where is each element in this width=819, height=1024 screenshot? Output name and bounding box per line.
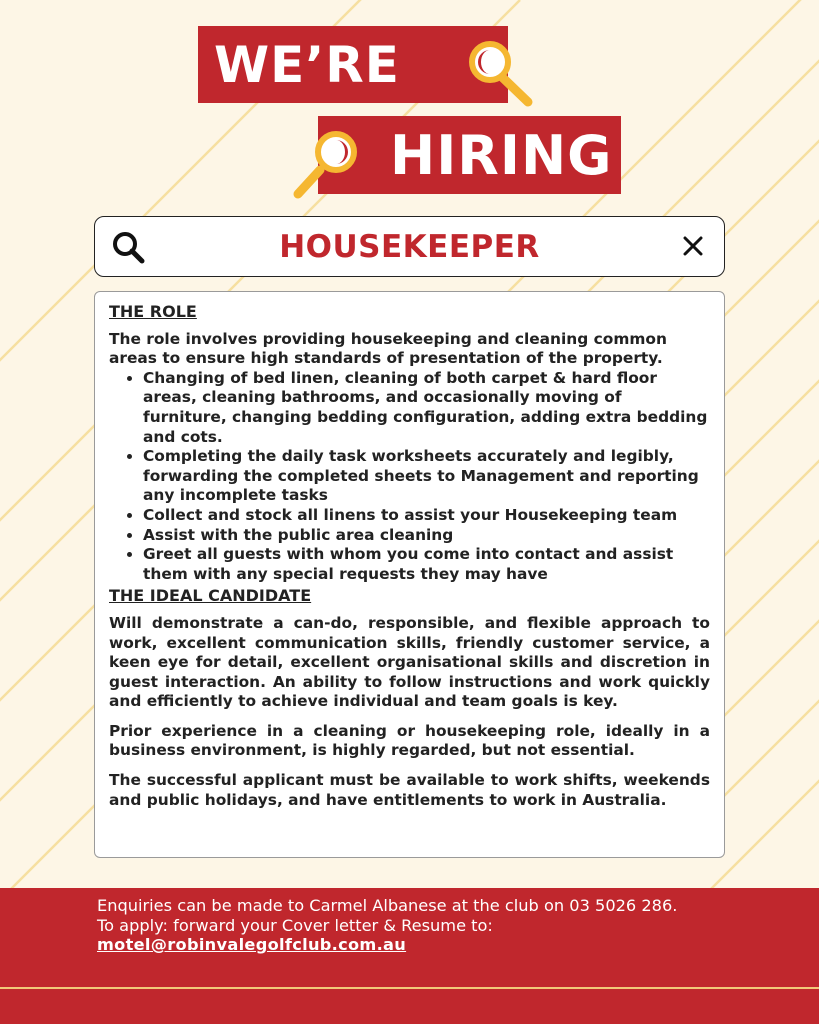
footer-divider (0, 987, 819, 989)
role-intro: The role involves providing housekeeping and cleaning common areas to ensure high standards of presentation of the property. (109, 329, 667, 368)
duties-list (109, 369, 710, 585)
list-item: • Collect and stock all linens to assist your Housekeeping team (143, 506, 710, 526)
candidate-para-1: Will demonstrate a can-do, responsible, and flexible approach to work, excellent communication skills, friendly customer service, a keen eye for detail, excellent organisational skills and discretion in guest interaction. An ability to follow instructions and work quickly and efficiently to achieve individual and team goals is key. (109, 613, 710, 711)
apply-text: To apply: forward your Cover letter & Resume to: (97, 915, 493, 935)
were-text: WE’RE (214, 35, 400, 94)
close-icon[interactable] (681, 234, 705, 258)
hiring-text: HIRING (390, 123, 613, 187)
list-item: • Completing the daily task worksheets accurately and legibly, forwarding the completed sheets to Management and reporting any incomplete tasks (143, 447, 710, 506)
were-banner (198, 26, 508, 103)
job-description-card (94, 291, 725, 858)
footer-text (97, 896, 677, 955)
email-link[interactable]: motel@robinvalegolfclub.com.au (97, 935, 407, 954)
list-item: • Assist with the public area cleaning (143, 526, 710, 546)
role-heading: THE ROLE (109, 302, 197, 321)
candidate-heading: THE IDEAL CANDIDATE (109, 586, 312, 606)
list-item: • Greet all guests with whom you come into contact and assist them with any special requests they may have (143, 545, 710, 584)
search-bar[interactable] (94, 216, 725, 277)
enquiries-text: Enquiries can be made to Carmel Albanese at the club on 03 5026 286. (97, 896, 678, 915)
magnifier-icon (466, 38, 540, 110)
candidate-para-2: Prior experience in a cleaning or housekeeping role, ideally in a business environment, is highly regarded, but not essential. (109, 721, 710, 760)
list-item: • Changing of bed linen, cleaning of both carpet & hard floor areas, cleaning bathrooms, and occasionally moving of furniture, changing bedding configuration, adding extra bedding and cots. (143, 369, 710, 447)
magnifier-icon (288, 128, 362, 202)
candidate-para-3: The successful applicant must be available to work shifts, weekends and public holidays, and have entitlements to work in Australia. (109, 771, 710, 809)
footer (0, 888, 819, 1024)
job-title: HOUSEKEEPER (279, 229, 540, 265)
hiring-banner (318, 116, 621, 194)
